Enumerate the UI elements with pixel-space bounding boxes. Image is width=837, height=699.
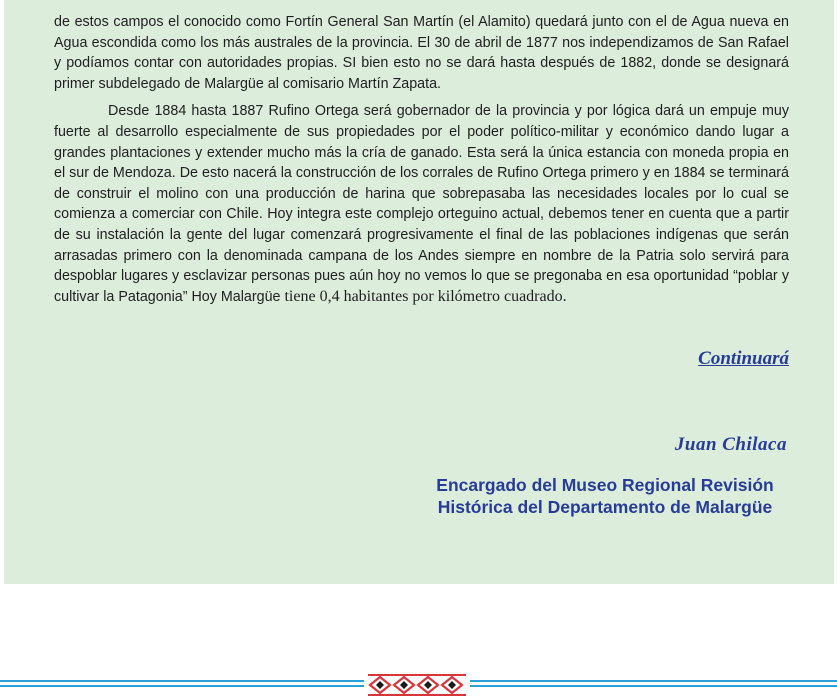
author-role: Encargado del Museo Regional Revisión Histórica del Departamento de Malargüe bbox=[436, 475, 774, 517]
author-name: Juan Chilaca bbox=[674, 434, 787, 455]
paragraph-2-main: Desde 1884 hasta 1887 Rufino Ortega será gobernador de la provincia y por lógica dará un empuje muy fuerte al desarrollo especialmente de sus propiedades por el poder político-militar y económico dando lugar a grandes plantaciones y extender mucho más la cría de ganado. Esta será la única estancia con moneda propia en el sur de Mendoza. De esto nacerá la construcción de los corrales de Rufino Ortega primero y en 1884 se terminará de construir el molino con una producción de harina que sobrepasaba las necesidades locales por lo cual se comienza a comerciar con Chile. Hoy integra este complejo orteguino actual, debemos tener en cuenta que a partir de su instalación la gente del lugar comenzará progresivamente el final de las poblaciones indígenas que serán arrasadas primero con la denominada campana de los Andes siempre en nombre de la Patria solo servirá para despoblar lugares y esclavizar personas pues aún hoy no vemos lo que se pregonaba en esa oportunidad “poblar y cultivar la Patagonia” Hoy Malargüe bbox=[54, 103, 789, 305]
paragraph-1: de estos campos el conocido como Fortín General San Martín (el Alamito) quedará junto con el de Agua nueva en Agua escondida como los más australes de la provincia. El 30 de abril de 1877 nos independizamos de San Rafael y podíamos contar con autoridades propias. SI bien esto no se dará hasta después de 1882, donde se designará primer subdelegado de Malargüe al comisario Martín Zapata. bbox=[54, 14, 789, 92]
paragraph-2-tail: tiene 0,4 habitantes por kilómetro cuadrado. bbox=[284, 287, 567, 305]
paragraph-2 bbox=[54, 101, 789, 307]
footer-rule-right bbox=[470, 680, 837, 690]
article-body bbox=[54, 12, 789, 314]
continued-link[interactable]: Continuará bbox=[698, 348, 789, 369]
footer-rule-left bbox=[0, 680, 364, 690]
ethnic-ornament-icon bbox=[368, 674, 466, 696]
